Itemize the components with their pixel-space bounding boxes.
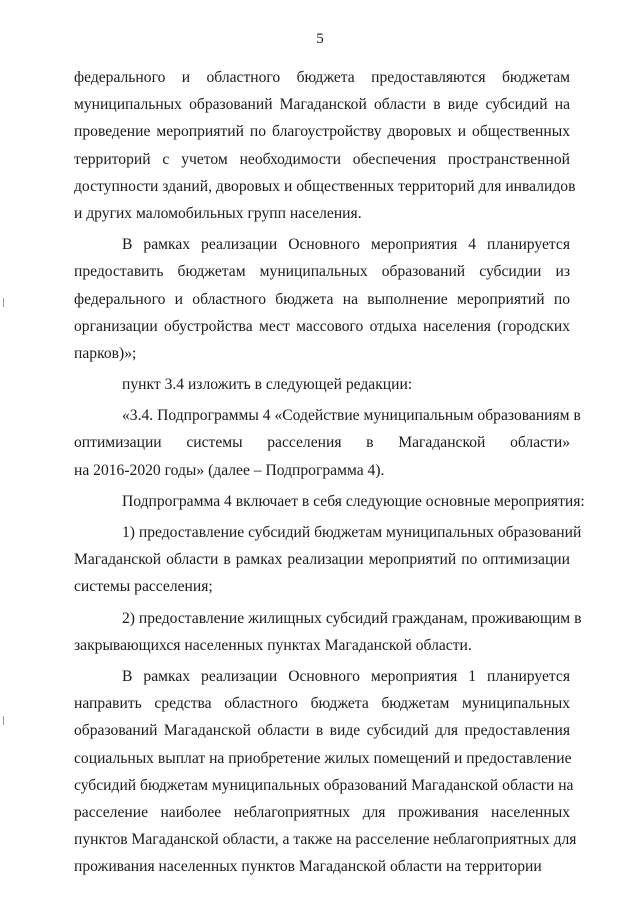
document-body bbox=[74, 64, 585, 884]
text-line: парков)»; bbox=[74, 344, 137, 362]
paragraph bbox=[74, 488, 585, 515]
text-line: федерального и областного бюджета предоставляются бюджетам bbox=[74, 69, 570, 86]
page-number: 5 bbox=[316, 31, 324, 47]
text-line: Магаданской области в рамках реализации мероприятий по оптимизации bbox=[74, 551, 570, 569]
paragraph bbox=[74, 519, 582, 601]
text-line: закрывающихся населенных пунктах Магаданской области. bbox=[74, 636, 472, 654]
text-line: пунктов Магаданской области, а также на расселение неблагоприятных для bbox=[74, 831, 577, 849]
text-line: 1) предоставление субсидий бюджетам муниципальных образований bbox=[122, 524, 582, 541]
text-line: проживания населенных пунктов Магаданской области на территории bbox=[74, 858, 542, 876]
text-line: социальных выплат на приобретение жилых помещений и предоставление bbox=[74, 749, 572, 767]
text-line: проведение мероприятий по благоустройству дворовых и общественных bbox=[74, 123, 570, 141]
text-line: доступности зданий, дворовых и общественных территорий для инвалидов bbox=[74, 177, 576, 195]
paragraph bbox=[74, 605, 582, 659]
paragraph bbox=[74, 64, 576, 227]
text-line: организации обустройства мест массового отдыха населения (городских bbox=[74, 317, 570, 335]
text-line: В рамках реализации Основного мероприятия 1 планируется bbox=[122, 667, 570, 685]
text-line: В рамках реализации Основного мероприятия 4 планируется bbox=[122, 236, 570, 254]
paragraph bbox=[74, 402, 581, 484]
scan-margin-mark bbox=[3, 298, 4, 307]
text-line: «3.4. Подпрограммы 4 «Содействие муниципальным образованиям в bbox=[122, 407, 581, 425]
paragraph bbox=[74, 231, 570, 367]
text-line: направить средства областного бюджета бюджетам муниципальных bbox=[74, 695, 570, 713]
text-line: на 2016-2020 годы» (далее – Подпрограмма 4). bbox=[74, 461, 385, 479]
paragraph bbox=[74, 663, 577, 881]
text-line: оптимизации системы расселения в Магаданской области» bbox=[74, 434, 570, 452]
text-line: предоставить бюджетам муниципальных образований субсидии из bbox=[74, 263, 570, 281]
text-line: муниципальных образований Магаданской области в виде субсидий на bbox=[74, 96, 570, 114]
text-line: субсидий бюджетам муниципальных образований Магаданской области на bbox=[74, 776, 574, 794]
text-line: пункт 3.4 изложить в следующей редакции: bbox=[122, 376, 413, 394]
text-line: расселение наиболее неблагоприятных для проживания населенных bbox=[74, 803, 570, 821]
paragraph bbox=[74, 371, 570, 398]
text-line: и других маломобильных групп населения. bbox=[74, 204, 362, 222]
text-line: 2) предоставление жилищных субсидий гражданам, проживающим в bbox=[122, 609, 582, 627]
text-line: образований Магаданской области в виде субсидий для предоставления bbox=[74, 722, 570, 740]
text-line: федерального и областного бюджета на выполнение мероприятий по bbox=[74, 290, 570, 308]
text-line: системы расселения; bbox=[74, 578, 213, 596]
text-line: территорий с учетом необходимости обеспечения пространственной bbox=[74, 150, 570, 168]
text-line: Подпрограмма 4 включает в себя следующие основные мероприятия: bbox=[122, 492, 585, 510]
scan-margin-mark bbox=[3, 716, 4, 725]
